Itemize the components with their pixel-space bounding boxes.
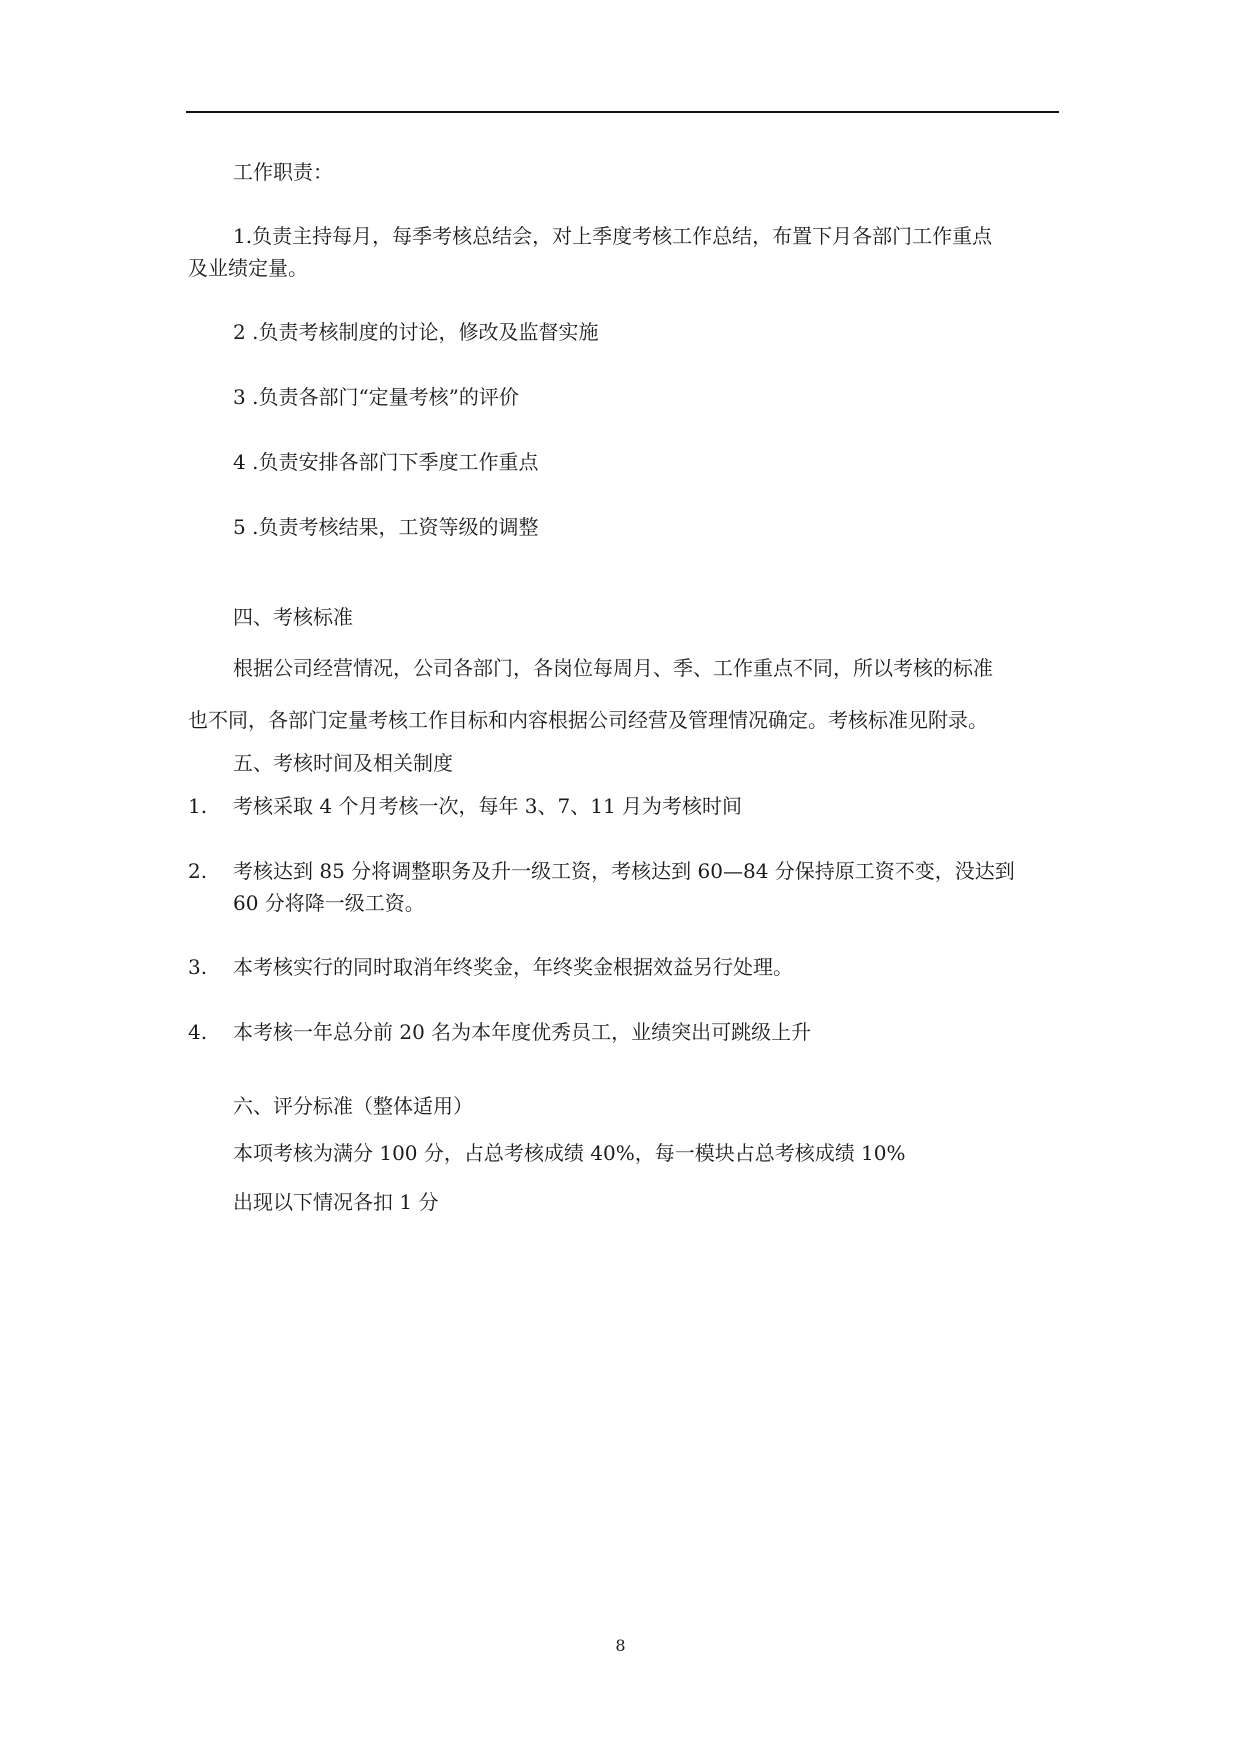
list-item-text-continuation: 60 分将降一级工资。 [233,891,425,915]
header-rule [186,111,1059,113]
duty-1-line1: 1.负责主持每月，每季考核总结会，对上季度考核工作总结，布置下月各部门工作重点 [233,224,993,248]
duty-1-line2: 及业绩定量。 [188,256,308,280]
list-item-text: 考核达到 85 分将调整职务及升一级工资，考核达到 60—84 分保持原工资不变，没达到 [233,859,1015,883]
duty-3: 3 .负责各部门“定量考核”的评价 [233,385,519,409]
duty-5: 5 .负责考核结果，工资等级的调整 [233,515,539,539]
list-item-number: 2. [188,859,208,883]
section-4-heading: 四、考核标准 [233,605,353,629]
list-item-number: 4. [188,1020,208,1044]
section-6-heading: 六、评分标准（整体适用） [233,1094,473,1118]
duty-4: 4 .负责安排各部门下季度工作重点 [233,450,539,474]
section-4-para-line1: 根据公司经营情况，公司各部门，各岗位每周月、季、工作重点不同，所以考核的标准 [233,656,993,680]
duties-heading: 工作职责： [233,160,333,184]
list-item-text: 考核采取 4 个月考核一次，每年 3、7、11 月为考核时间 [233,794,743,818]
section-4-para-line2: 也不同，各部门定量考核工作目标和内容根据公司经营及管理情况确定。考核标准见附录。 [188,708,988,732]
list-item-number: 3. [188,955,208,979]
duty-2: 2 .负责考核制度的讨论，修改及监督实施 [233,320,599,344]
list-item-text: 本考核实行的同时取消年终奖金，年终奖金根据效益另行处理。 [233,955,793,979]
page-number: 8 [615,1636,626,1655]
section-6-line2: 出现以下情况各扣 1 分 [233,1190,439,1214]
section-5-heading: 五、考核时间及相关制度 [233,751,453,775]
section-6-line1: 本项考核为满分 100 分，占总考核成绩 40%，每一模块占总考核成绩 10% [233,1141,906,1165]
list-item-text: 本考核一年总分前 20 名为本年度优秀员工，业绩突出可跳级上升 [233,1020,812,1044]
list-item-number: 1. [188,794,208,818]
